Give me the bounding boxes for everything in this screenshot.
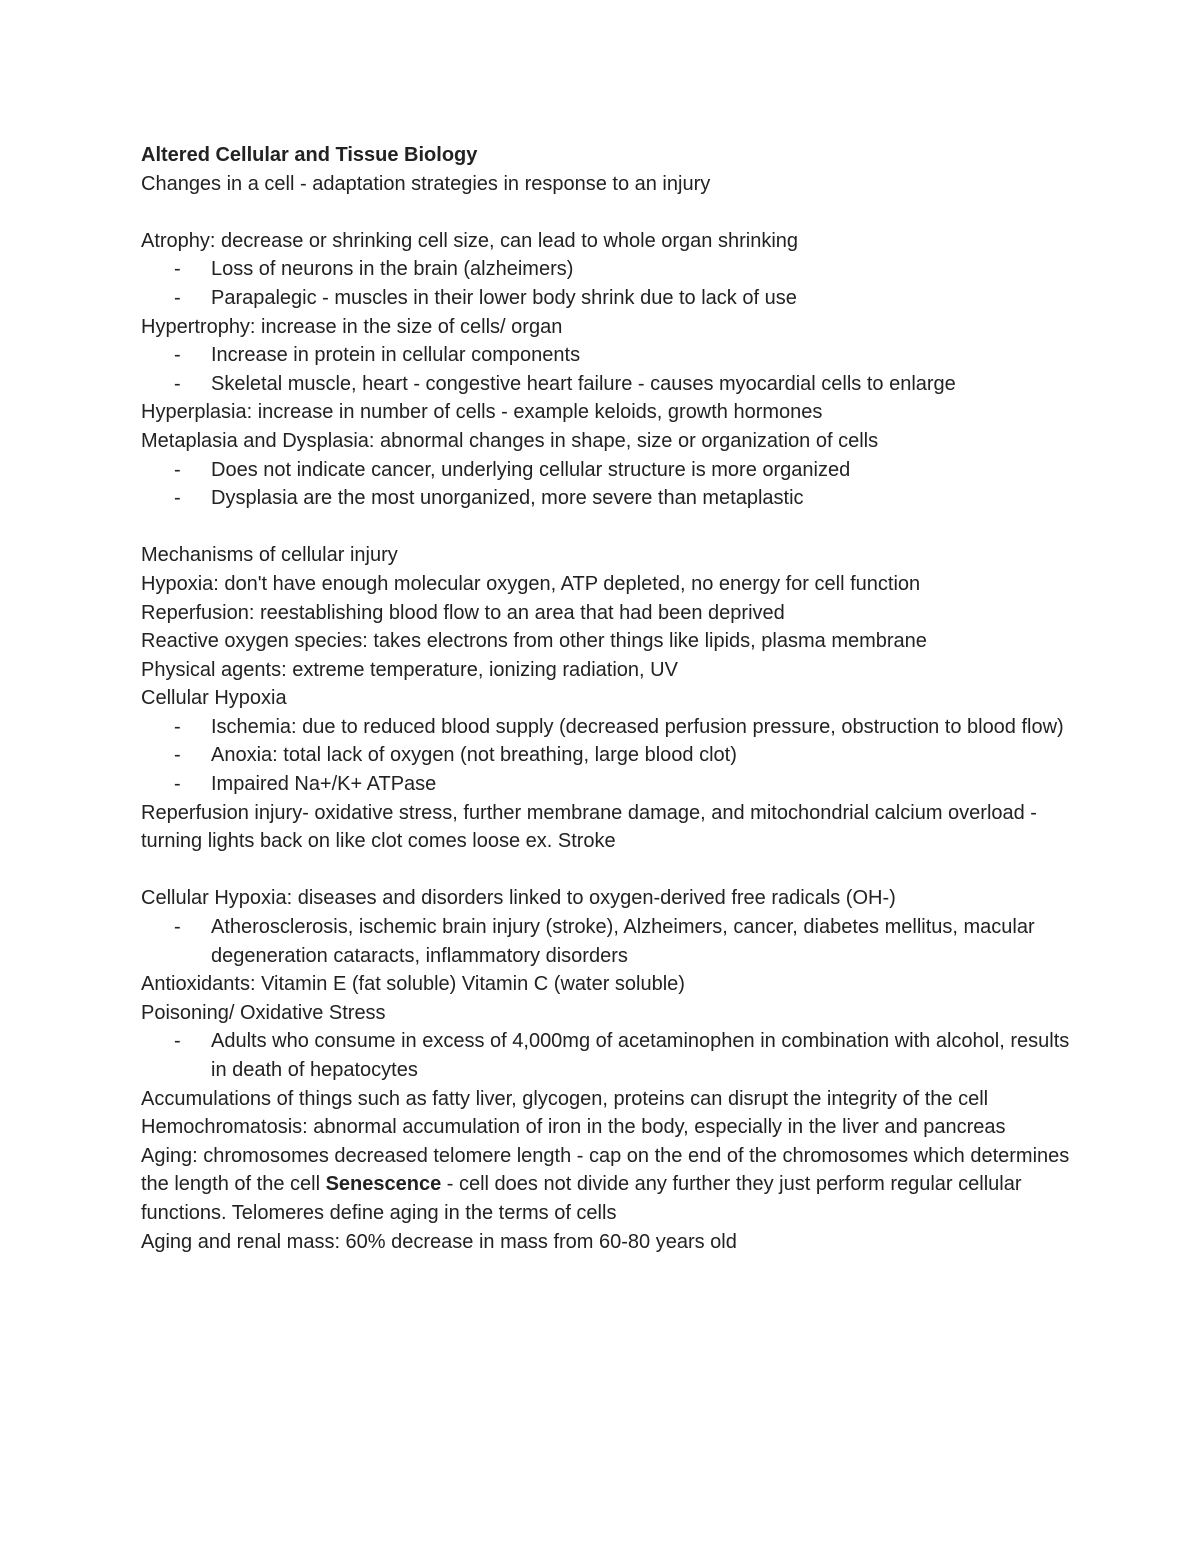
blank-line [141,856,1071,885]
bullet-text: Dysplasia are the most unorganized, more severe than metaplastic [211,487,804,510]
blank-line [141,198,1071,227]
document-page [141,141,1071,1256]
aging-renal-line: Aging and renal mass: 60% decrease in mass from 60-80 years old [141,1230,737,1253]
bullet-item [141,370,1071,399]
hypoxia-line: Hypoxia: don't have enough molecular oxygen, ATP depleted, no energy for cell function [141,572,921,595]
metaplasia-line: Metaplasia and Dysplasia: abnormal changes in shape, size or organization of cells [141,429,879,452]
hyperplasia-line: Hyperplasia: increase in number of cells - example keloids, growth hormones [141,401,823,424]
bullet-text: Impaired Na+/K+ ATPase [211,773,437,796]
antioxidants-line: Antioxidants: Vitamin E (fat soluble) Vitamin C (water soluble) [141,973,685,996]
bullet-dash: - [174,715,181,738]
bullet-item [141,341,1071,370]
intro-line: Changes in a cell - adaptation strategies in response to an injury [141,172,711,195]
accumulations-line: Accumulations of things such as fatty liver, glycogen, proteins can disrupt the integrity of the cell [141,1087,989,1110]
atrophy-line: Atrophy: decrease or shrinking cell size, can lead to whole organ shrinking [141,229,799,252]
bullet-item [141,741,1071,770]
bullet-dash: - [174,344,181,367]
cellular-hypoxia-line: Cellular Hypoxia [141,687,287,710]
bullet-item [141,770,1071,799]
document-title: Altered Cellular and Tissue Biology [141,144,478,166]
bullet-dash: - [174,372,181,395]
bullet-dash: - [174,487,181,510]
physical-agents-line: Physical agents: extreme temperature, ionizing radiation, UV [141,658,678,681]
hypertrophy-line: Hypertrophy: increase in the size of cells/ organ [141,315,563,338]
aging-text-end: - cell does not divide any further they just perform regular cellular functions. Telomeres define aging in the terms of cells [141,1173,1022,1224]
bullet-dash: - [174,1030,181,1053]
bullet-item [141,255,1071,284]
bullet-dash: - [174,258,181,281]
bullet-item [141,456,1071,485]
aging-text-start: Aging: chromosomes decreased telomere length - cap on the end of the chromosomes which determines the length of the cell [141,1144,1070,1196]
bullet-dash: - [174,744,181,767]
bullet-dash: - [174,286,181,309]
bullet-text: Atherosclerosis, ischemic brain injury (stroke), Alzheimers, cancer, diabetes mellitus, macular degeneration cataracts, inflammatory disorders [211,916,1035,967]
bullet-dash: - [174,916,181,939]
senescence-term: Senescence [325,1173,442,1196]
bullet-text: Anoxia: total lack of oxygen (not breathing, large blood clot) [211,744,737,767]
bullet-text: Parapalegic - muscles in their lower body shrink due to lack of use [211,286,797,309]
bullet-item [141,913,1071,970]
blank-line [141,513,1071,542]
aging-paragraph [141,1142,1071,1228]
bullet-text: Loss of neurons in the brain (alzheimers) [211,258,574,281]
bullet-item [141,713,1071,742]
bullet-item [141,484,1071,513]
bullet-text: Increase in protein in cellular components [211,344,581,367]
bullet-dash: - [174,458,181,481]
bullet-item [141,1027,1071,1084]
mechanisms-line: Mechanisms of cellular injury [141,544,398,567]
hemochromatosis-paragraph: Hemochromatosis: abnormal accumulation of iron in the body, especially in the liver and pancreas [141,1116,1006,1139]
reperfusion-line: Reperfusion: reestablishing blood flow to an area that had been deprived [141,601,785,624]
bullet-text: Adults who consume in excess of 4,000mg of acetaminophen in combination with alcohol, results in death of hepatocytes [211,1030,1070,1081]
reperfusion-injury-paragraph: Reperfusion injury- oxidative stress, further membrane damage, and mitochondrial calcium overload - turning lights back on like clot comes loose ex. Stroke [141,801,1037,853]
bullet-text: Ischemia: due to reduced blood supply (decreased perfusion pressure, obstruction to blood flow) [211,715,1064,738]
bullet-text: Skeletal muscle, heart - congestive heart failure - causes myocardial cells to enlarge [211,372,956,395]
ros-line: Reactive oxygen species: takes electrons from other things like lipids, plasma membrane [141,630,927,653]
bullet-item [141,284,1071,313]
poisoning-line: Poisoning/ Oxidative Stress [141,1001,386,1024]
bullet-text: Does not indicate cancer, underlying cellular structure is more organized [211,458,851,481]
bullet-dash: - [174,773,181,796]
cellular-hypoxia-diseases-line: Cellular Hypoxia: diseases and disorders linked to oxygen-derived free radicals (OH-) [141,887,896,910]
